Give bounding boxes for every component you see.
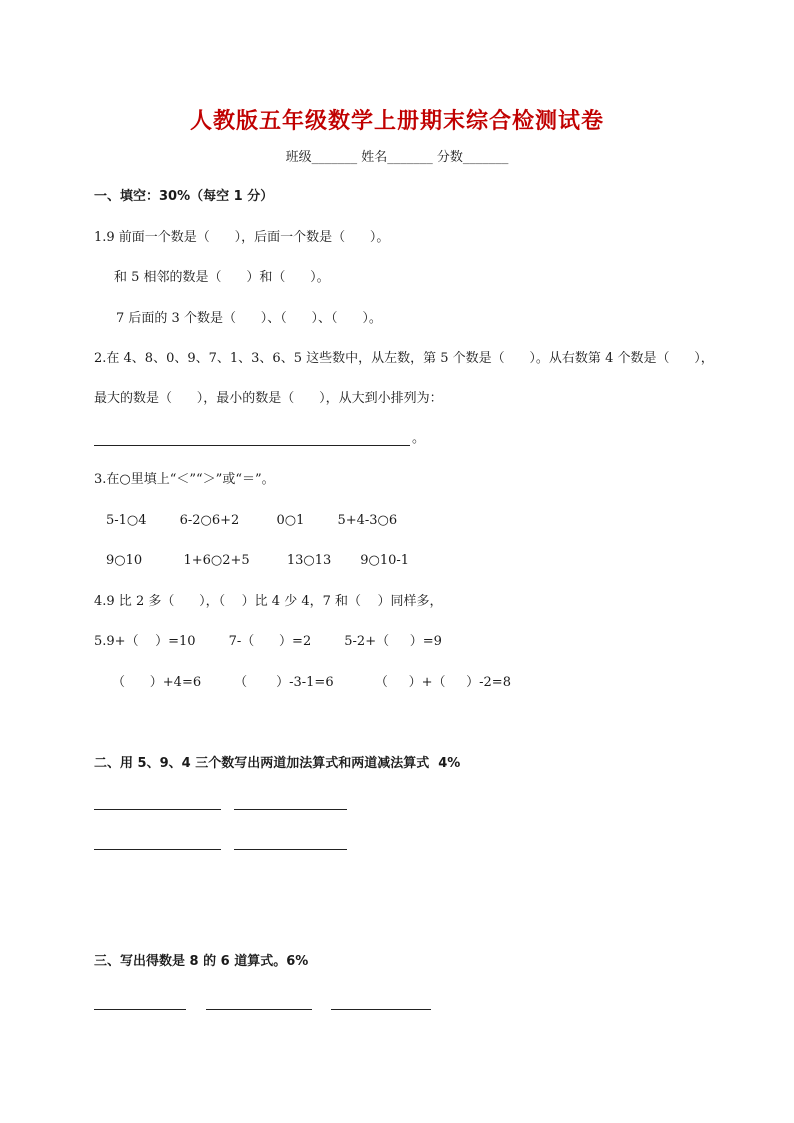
section-3-heading: 三、写出得数是 8 的 6 道算式。6% — [94, 954, 309, 969]
answer-line-s2-2 — [234, 809, 347, 810]
question-4-line: 4.9 比 2 多（ ），（ ）比 4 少 4，7 和（ ）同样多， — [94, 594, 443, 609]
question-1-line-1: 1.9 前面一个数是（ ），后面一个数是（ ）。 — [94, 230, 390, 245]
question-3-heading: 3.在○里填上“＜”“＞”或“＝”。 — [94, 472, 275, 487]
question-5-line-1: 5.9+（ ）=10 7-（ ）=2 5-2+（ ）=9 — [94, 634, 442, 649]
question-1-line-2: 和 5 相邻的数是（ ）和（ ）。 — [114, 270, 330, 285]
question-3-row-1: 5-1○4 6-2○6+2 0○1 5+4-3○6 — [106, 513, 398, 528]
answer-line-s2-3 — [94, 849, 221, 850]
question-3-row-2: 9○10 1+6○2+5 13○13 9○10-1 — [106, 553, 410, 568]
answer-line-s3-1 — [94, 1009, 186, 1010]
answer-line-q2 — [94, 445, 410, 446]
section-1-heading: 一、填空：30%（每空 1 分） — [94, 189, 274, 204]
question-2-line-end: 。 — [412, 431, 426, 446]
section-2-heading: 二、用 5、9、4 三个数写出两道加法算式和两道减法算式 4% — [94, 756, 461, 771]
answer-line-s3-2 — [206, 1009, 312, 1010]
student-info-line: 班级_______ 姓名_______ 分数_______ — [285, 150, 509, 165]
question-1-line-3: 7 后面的 3 个数是（ ）、（ ）、（ ）。 — [116, 311, 382, 326]
question-2-line-2: 最大的数是（ ），最小的数是（ ），从大到小排列为： — [94, 391, 443, 406]
question-5-line-2: （ ）+4=6 （ ）-3-1=6 （ ）+（ ）-2=8 — [112, 675, 511, 690]
answer-line-s2-1 — [94, 809, 221, 810]
question-2-line-1: 2.在 4、8、0、9、7、1、3、6、5 这些数中，从左数，第 5 个数是（ ）。从右数第 4 个数是（ ）， — [94, 351, 714, 366]
answer-line-s3-3 — [331, 1009, 431, 1010]
page-title: 人教版五年级数学上册期末综合检测试卷 — [189, 109, 604, 134]
answer-line-s2-4 — [234, 849, 347, 850]
